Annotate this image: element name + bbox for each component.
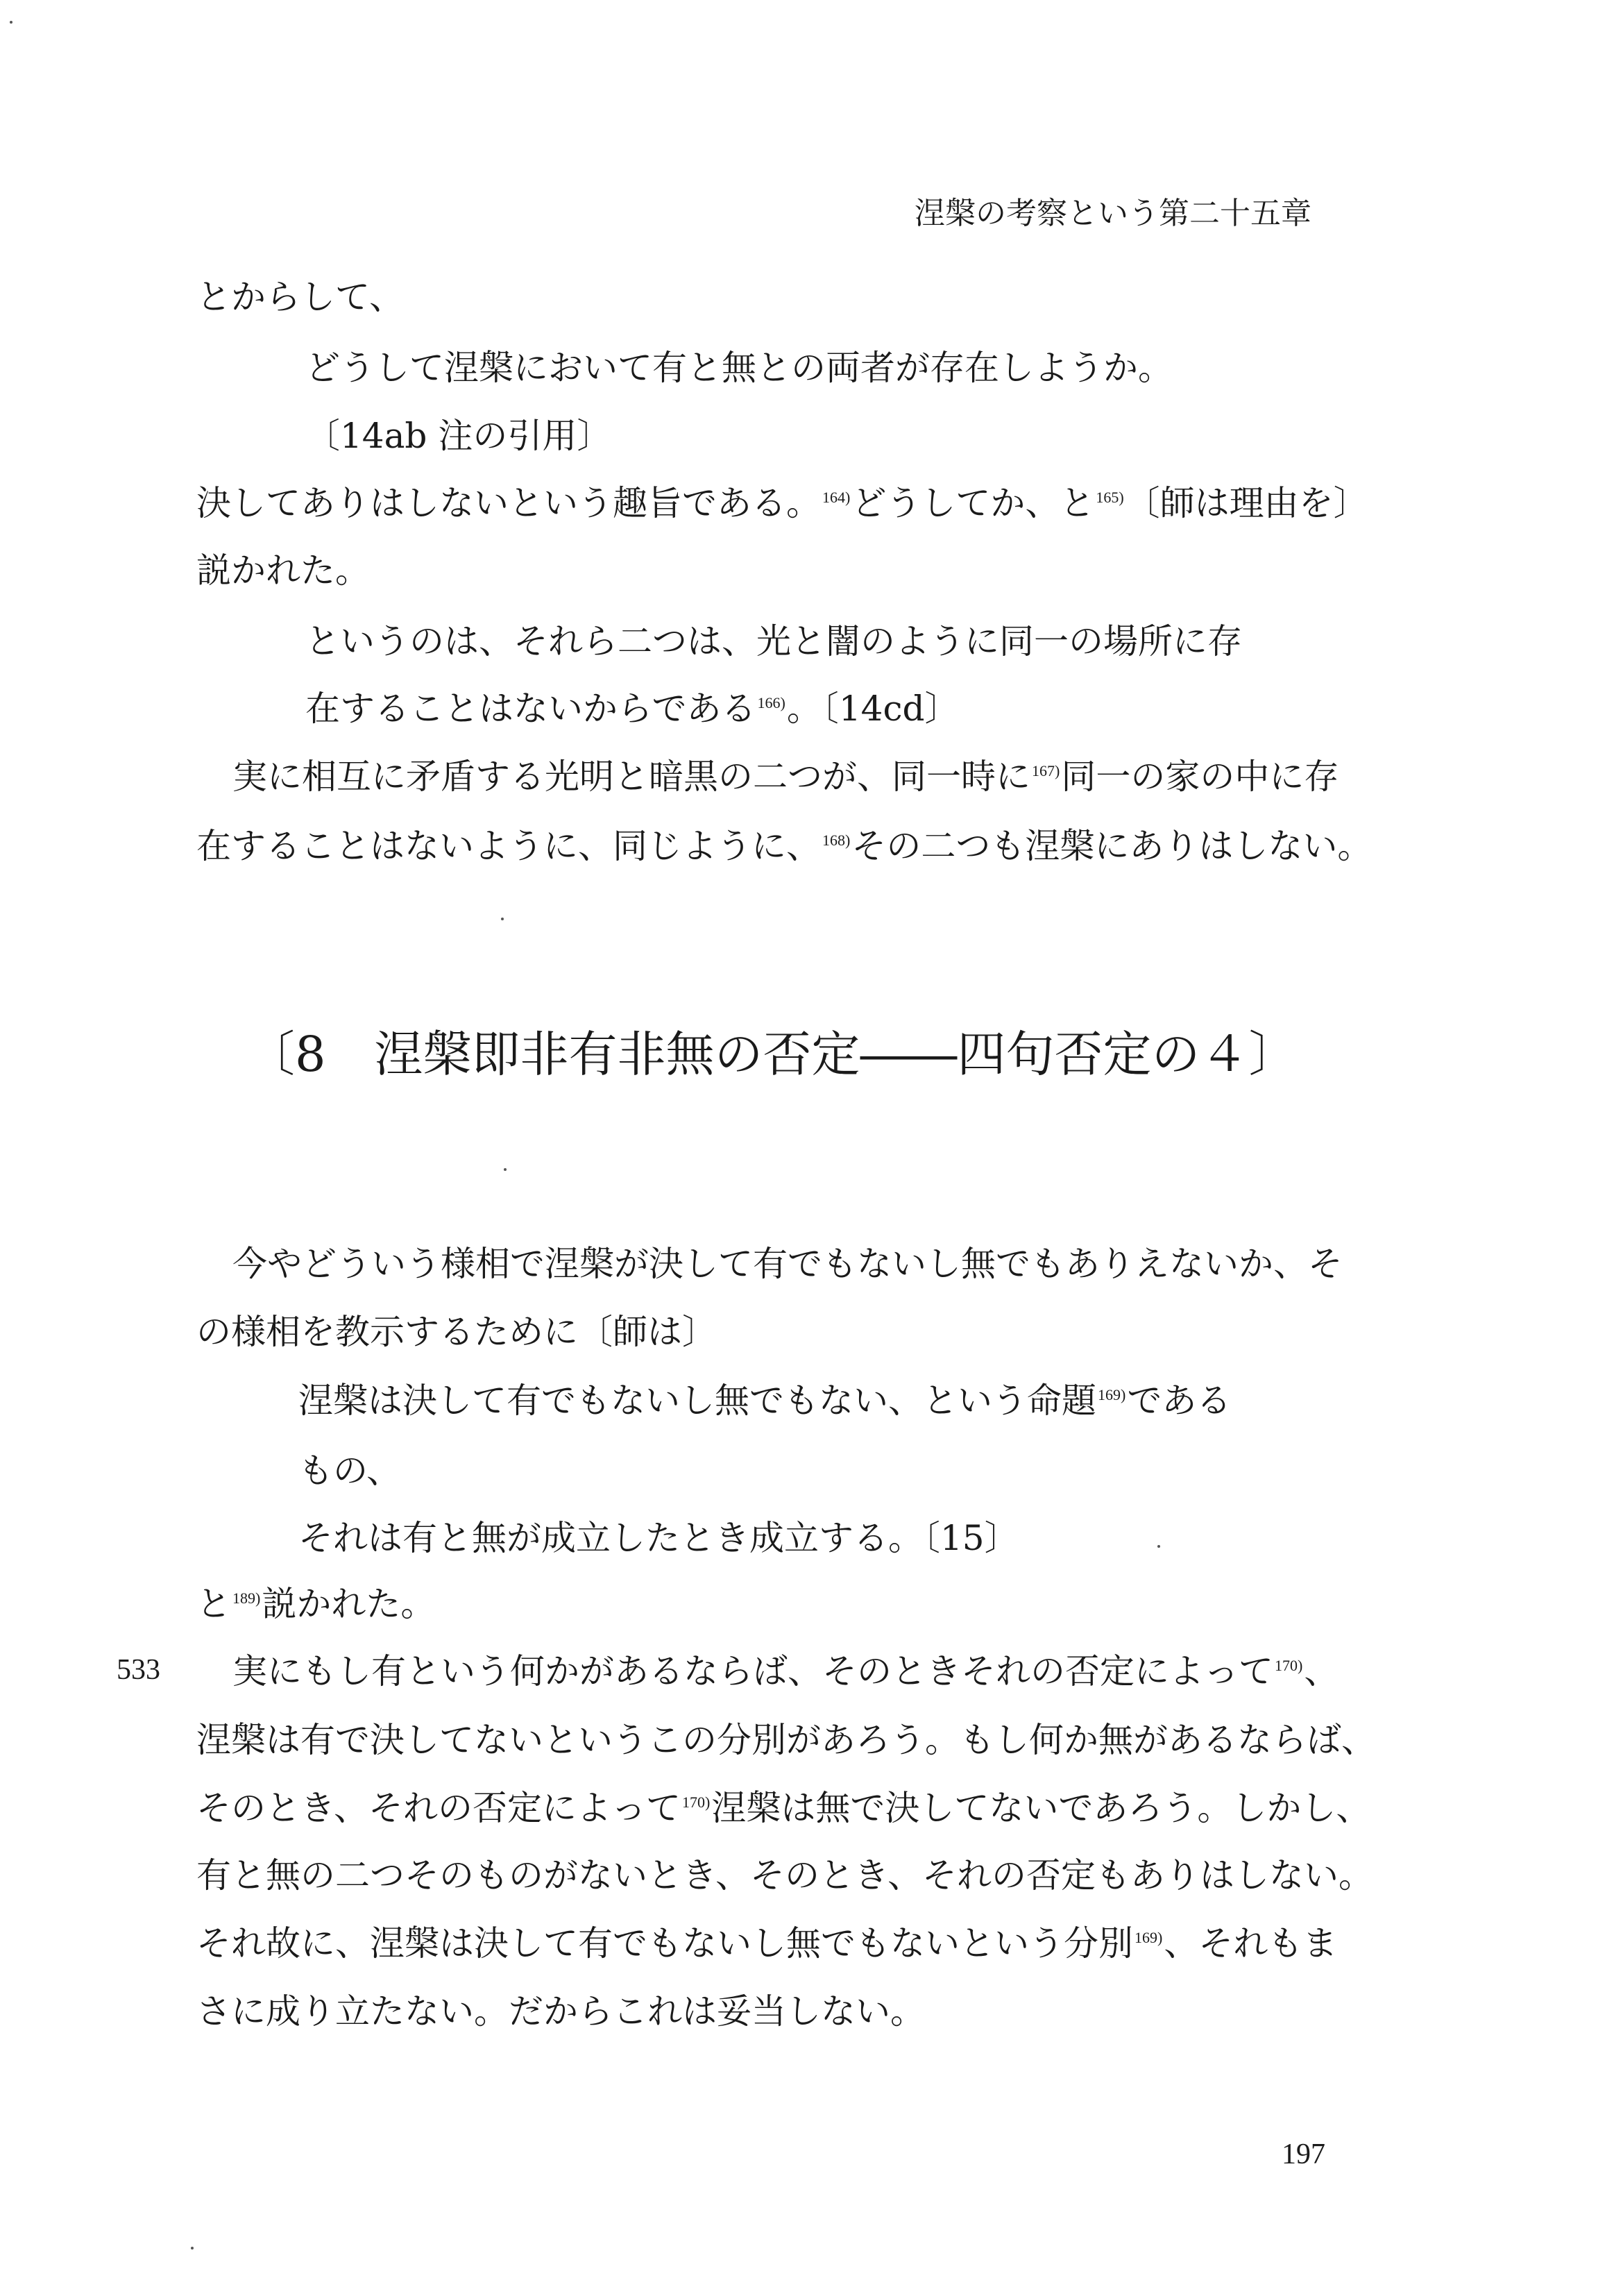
running-head: 涅槃の考察という第二十五章 — [915, 196, 1311, 231]
text-span: である — [1127, 1381, 1232, 1421]
text-line: とからして、 — [196, 277, 404, 317]
text-span: それ故に、涅槃は決して有でもないし無でもないという分別 — [196, 1923, 1133, 1964]
quoted-verse-line: もの、 — [298, 1451, 401, 1491]
text-span: と — [196, 1584, 231, 1624]
quoted-verse-line: というのは、それら二つは、光と闇のように同一の場所に存 — [305, 621, 1242, 661]
scan-speck — [1157, 1545, 1160, 1548]
text-span: 。〔14cd〕 — [786, 689, 960, 729]
text-span: 同一の家の中に存 — [1061, 757, 1339, 797]
text-line — [196, 482, 1368, 532]
text-span: どうしてか、と — [851, 483, 1095, 523]
footnote-ref: 170) — [682, 1793, 711, 1811]
text-line — [232, 755, 1339, 805]
section-heading: 〔8 涅槃即非有非無の否定――四句否定の４〕 — [246, 1026, 1298, 1083]
text-line — [196, 1582, 435, 1632]
scan-speck — [10, 21, 12, 24]
text-line: 涅槃は有で決してないというこの分別があろう。もし何か無があるならば、 — [196, 1720, 1376, 1760]
text-span: 涅槃は決して有でもないし無でもない、という命題 — [298, 1381, 1096, 1421]
text-span: そのとき、それの否定によって — [196, 1788, 681, 1828]
footnote-ref: 169) — [1098, 1386, 1126, 1403]
text-span: 在することはないように、同じように、 — [196, 826, 821, 866]
text-span: 涅槃は無で決してないであろう。しかし、 — [711, 1788, 1371, 1828]
text-line — [196, 1922, 1337, 1972]
footnote-ref: 169) — [1135, 1929, 1163, 1946]
text-span: 決してありはしないという趣旨である。 — [196, 483, 821, 523]
footnote-ref: 189) — [232, 1589, 261, 1607]
text-line: の様相を教示するために〔師は〕 — [196, 1312, 717, 1352]
text-line: 説かれた。 — [196, 550, 370, 591]
footnote-ref: 165) — [1096, 489, 1124, 506]
footnote-ref: 170) — [1275, 1657, 1303, 1674]
text-span: 、それもま — [1164, 1923, 1338, 1964]
text-span: 説かれた。 — [262, 1584, 436, 1624]
text-line — [196, 1787, 1370, 1837]
scan-speck — [191, 2247, 194, 2249]
text-span: 実に相互に矛盾する光明と暗黒の二つが、同一時に — [232, 757, 1030, 797]
footnote-ref: 168) — [822, 832, 851, 849]
footnote-ref: 167) — [1032, 762, 1060, 779]
quoted-verse-line: それは有と無が成立したとき成立する。〔15〕 — [298, 1518, 1019, 1558]
text-line — [196, 825, 1372, 875]
footnote-ref: 166) — [757, 694, 785, 711]
margin-number: 533 — [117, 1654, 160, 1686]
text-line: 今やどういう様相で涅槃が決して有でもないし無でもありえないか、そ — [232, 1244, 1343, 1284]
scan-speck — [504, 1168, 507, 1171]
text-span: 〔師は理由を〕 — [1125, 483, 1368, 523]
citation-note: 〔14ab 注の引用〕 — [305, 416, 612, 456]
quoted-verse-line — [305, 687, 959, 737]
text-line: さに成り立たない。だからこれは妥当しない。 — [196, 1991, 925, 2032]
quoted-verse-line — [298, 1379, 1231, 1429]
footnote-ref: 164) — [822, 489, 851, 506]
quoted-verse-line: どうして涅槃において有と無との両者が存在しようか。 — [305, 348, 1173, 388]
page-number: 197 — [1282, 2138, 1325, 2170]
scan-speck — [501, 918, 504, 920]
text-span: 、 — [1304, 1651, 1339, 1691]
text-line: 有と無の二つそのものがないとき、そのとき、それの否定もありはしない。 — [196, 1855, 1373, 1896]
text-span: その二つも涅槃にありはしない。 — [851, 826, 1373, 866]
text-span: 実にもし有という何かがあるならば、そのときそれの否定によって — [232, 1651, 1273, 1691]
text-line — [232, 1650, 1339, 1700]
text-span: 在することはないからである — [305, 689, 756, 729]
